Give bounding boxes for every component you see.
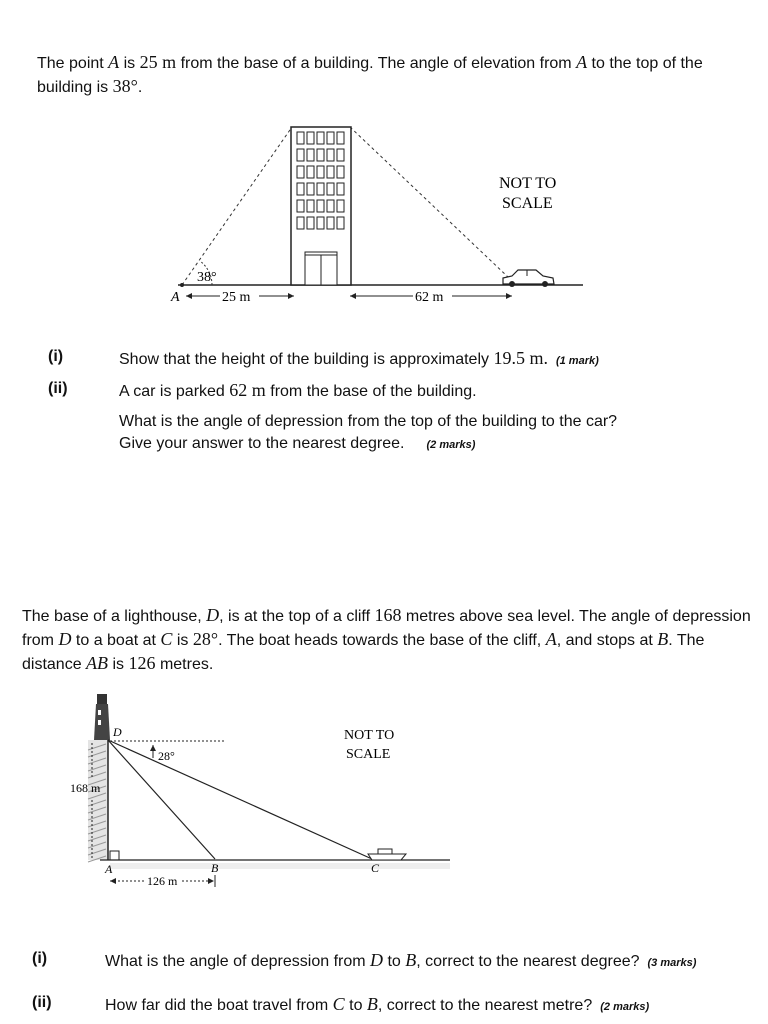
building-window bbox=[327, 217, 334, 229]
building-window bbox=[307, 217, 314, 229]
building-window bbox=[337, 183, 344, 195]
building-window bbox=[307, 200, 314, 212]
point-d-label: D bbox=[113, 725, 122, 739]
building-window bbox=[297, 149, 304, 161]
building-window bbox=[317, 132, 324, 144]
boat-icon bbox=[368, 849, 406, 860]
question-2-i-number: (i) bbox=[32, 950, 48, 967]
building-window bbox=[307, 132, 314, 144]
question-1-i-number: (i) bbox=[48, 348, 64, 365]
building-window bbox=[297, 217, 304, 229]
car-icon bbox=[503, 270, 554, 287]
point-a-label: A bbox=[105, 862, 113, 876]
not-to-scale-label-1: NOT TO bbox=[499, 175, 557, 192]
question-2-i: What is the angle of depression from D to B, correct to the nearest degree? (3 marks) bbox=[105, 950, 697, 970]
building-window bbox=[327, 132, 334, 144]
lighthouse-icon bbox=[94, 694, 110, 740]
question-1-ii-number: (ii) bbox=[48, 380, 68, 397]
distance-126m-label: 126 m bbox=[147, 874, 178, 888]
building-window bbox=[337, 149, 344, 161]
not-to-scale-label-2: SCALE bbox=[346, 747, 391, 762]
building bbox=[291, 127, 351, 285]
building-window bbox=[327, 149, 334, 161]
question-1-ii: A car is parked 62 m from the base of the building. bbox=[119, 380, 477, 400]
height-168m-label: 168 m bbox=[70, 781, 101, 795]
building-window bbox=[317, 200, 324, 212]
building-window bbox=[297, 183, 304, 195]
building-window bbox=[337, 166, 344, 178]
building-window bbox=[317, 149, 324, 161]
question-2-ii: How far did the boat travel from C to B, correct to the nearest metre? (2 marks) bbox=[105, 994, 650, 1014]
not-to-scale-label-1: NOT TO bbox=[344, 728, 395, 743]
building-window bbox=[307, 166, 314, 178]
building-window bbox=[307, 183, 314, 195]
question-1-ii-line2: What is the angle of depression from the top of the building to the car? bbox=[119, 413, 618, 430]
question-2-ii-number: (ii) bbox=[32, 994, 52, 1011]
building-window bbox=[337, 217, 344, 229]
building-window bbox=[297, 200, 304, 212]
building-window bbox=[307, 149, 314, 161]
question-1-i: Show that the height of the building is approximately 19.5 m. (1 mark) bbox=[119, 348, 599, 368]
problem2-intro: The base of a lighthouse, D, is at the top of a cliff 168 metres above sea level. The angle of depression from D to a boat at C is 28°. The boat heads towards the base of the cliff, A, and stops at B. The distance AB is 126 metres. bbox=[22, 605, 751, 673]
building-window bbox=[297, 132, 304, 144]
building-window bbox=[327, 183, 334, 195]
lighthouse-diagram bbox=[0, 688, 768, 898]
angle-38-label: 38° bbox=[197, 270, 217, 285]
building-window bbox=[337, 200, 344, 212]
angle-28-label: 28° bbox=[158, 749, 175, 763]
point-c-label: C bbox=[371, 861, 380, 875]
point-a-label: A bbox=[171, 290, 180, 305]
not-to-scale-label-2: SCALE bbox=[502, 195, 553, 212]
building-window bbox=[327, 200, 334, 212]
building-window bbox=[327, 166, 334, 178]
cliff bbox=[88, 740, 108, 862]
building-window bbox=[317, 217, 324, 229]
building-window bbox=[317, 166, 324, 178]
distance-25m-label: 25 m bbox=[222, 290, 251, 305]
point-b-label: B bbox=[211, 861, 219, 875]
building-window bbox=[297, 166, 304, 178]
building-window bbox=[317, 183, 324, 195]
question-1-ii-line3: Give your answer to the nearest degree. (2 marks) bbox=[119, 435, 476, 452]
problem1-intro: The point A is 25 m from the base of a building. The angle of elevation from A to the top of the building is 38°. bbox=[37, 52, 703, 96]
building-diagram bbox=[0, 118, 768, 318]
building-window bbox=[337, 132, 344, 144]
distance-62m-label: 62 m bbox=[415, 290, 444, 305]
